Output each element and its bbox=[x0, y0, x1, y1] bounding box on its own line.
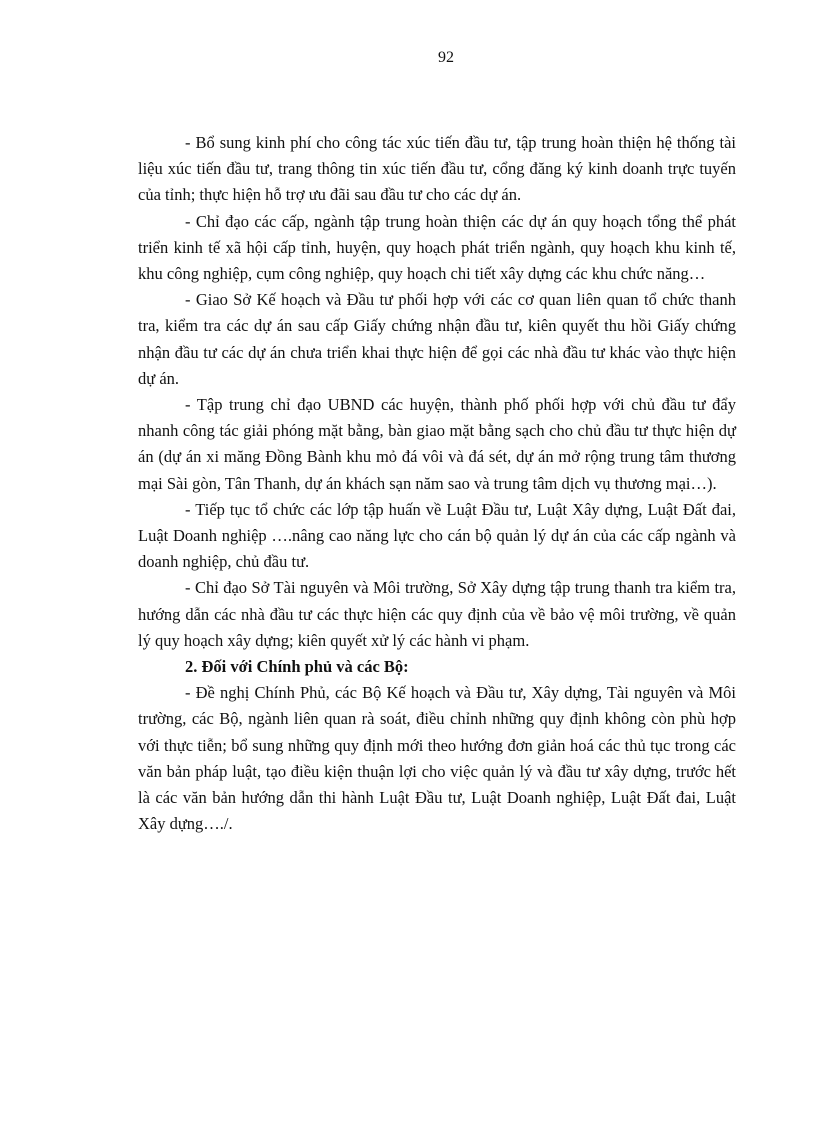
paragraph-planning-direction: - Chỉ đạo các cấp, ngành tập trung hoàn thiện các dự án quy hoạch tổng thể phát triển kinh tế xã hội cấp tỉnh, huyện, quy hoạch phát triển ngành, quy hoạch khu kinh tế, khu công nghiệp, cụm công nghiệp, quy hoạch chi tiết xây dựng các khu chức năng… bbox=[138, 211, 736, 284]
paragraph-government-proposal: - Đề nghị Chính Phủ, các Bộ Kế hoạch và Đầu tư, Xây dựng, Tài nguyên và Môi trường, các Bộ, ngành liên quan rà soát, điều chỉnh những quy định không còn phù hợp với thực tiễn; bổ sung những quy định mới theo hướng đơn giản hoá các thủ tục trong các văn bản pháp luật, tạo điều kiện thuận lợi cho việc quản lý và đầu tư xây dựng, trước hết là các văn bản hướng dẫn thi hành Luật Đầu tư, Luật Doanh nghiệp, Luật Đất đai, Luật Xây dựng…./. bbox=[138, 683, 736, 834]
paragraph-training-courses: - Tiếp tục tổ chức các lớp tập huấn về Luật Đầu tư, Luật Xây dựng, Luật Đất đai, Luật Doanh nghiệp ….nâng cao năng lực cho cán bộ quản lý dự án của các cấp ngành và doanh nghiệp, chủ đầu tư. bbox=[138, 499, 736, 572]
page-number: 92 bbox=[438, 49, 454, 66]
paragraph-site-clearance: - Tập trung chỉ đạo UBND các huyện, thành phố phối hợp với chủ đầu tư đẩy nhanh công tác giải phóng mặt bằng, bàn giao mặt bằng sạch cho chủ đầu tư thực hiện dự án (dự án xi măng Đồng Bành khu mỏ đá vôi và đá sét, dự án mở rộng trung tâm thương mại Sài gòn, Tân Thanh, dự án khách sạn năm sao và trung tâm dịch vụ thương mại…). bbox=[138, 395, 736, 493]
paragraph-environment-inspection: - Chỉ đạo Sở Tài nguyên và Môi trường, Sở Xây dựng tập trung thanh tra kiểm tra, hướng dẫn các nhà đầu tư các thực hiện các quy định của về bảo vệ môi trường, về quản lý quy hoạch xây dựng; kiên quyết xử lý các hành vi phạm. bbox=[138, 578, 736, 650]
paragraph-inspection-assignment: - Giao Sở Kế hoạch và Đầu tư phối hợp với các cơ quan liên quan tổ chức thanh tra, kiểm tra các dự án sau cấp Giấy chứng nhận đầu tư, kiên quyết thu hồi Giấy chứng nhận đầu tư các dự án chưa triển khai thực hiện để gọi các nhà đầu tư khác vào thực hiện dự án. bbox=[138, 290, 736, 388]
document-body bbox=[138, 130, 736, 837]
section-heading-government: 2. Đối với Chính phủ và các Bộ: bbox=[185, 657, 409, 677]
paragraph-investment-promotion-funding: - Bổ sung kinh phí cho công tác xúc tiến đầu tư, tập trung hoàn thiện hệ thống tài liệu xúc tiến đầu tư, trang thông tin xúc tiến đầu tư, cổng đăng ký kinh doanh trực tuyến của tỉnh; thực hiện hỗ trợ ưu đãi sau đầu tư cho các dự án. bbox=[138, 133, 736, 205]
